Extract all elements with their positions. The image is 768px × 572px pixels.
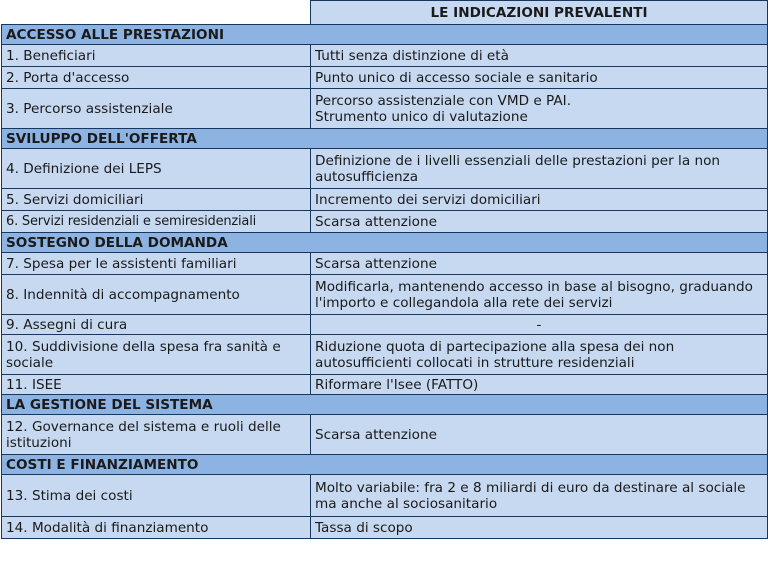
section-row: [2, 455, 768, 475]
row-label: 10. Suddivisione della spesa fra sanità e sociale: [2, 335, 311, 375]
row-label: 3. Percorso assistenziale: [2, 89, 311, 129]
section-title: SOSTEGNO DELLA DOMANDA: [2, 233, 768, 253]
row-value: Tutti senza distinzione di età: [311, 45, 768, 67]
row-value: Percorso assistenziale con VMD e PAI. Strumento unico di valutazione: [311, 89, 768, 129]
table-row: [2, 415, 768, 455]
row-value: Punto unico di accesso sociale e sanitario: [311, 67, 768, 89]
row-label: 6. Servizi residenziali e semiresidenziali: [2, 211, 311, 233]
row-label: 13. Stima dei costi: [2, 475, 311, 517]
section-row: [2, 25, 768, 45]
table-row: [2, 149, 768, 189]
table-row: [2, 45, 768, 67]
header-row: [2, 1, 768, 25]
row-label: 2. Porta d'accesso: [2, 67, 311, 89]
row-label: 14. Modalità di finanziamento: [2, 517, 311, 539]
row-label: 9. Assegni di cura: [2, 315, 311, 335]
indicazioni-table: [1, 0, 768, 539]
row-value: -: [311, 315, 768, 335]
section-row: [2, 233, 768, 253]
row-value: Riduzione quota di partecipazione alla spesa dei non autosufficienti collocati in strutture residenziali: [311, 335, 768, 375]
section-title: COSTI E FINANZIAMENTO: [2, 455, 768, 475]
table-row: [2, 315, 768, 335]
row-label: 5. Servizi domiciliari: [2, 189, 311, 211]
table-row: [2, 89, 768, 129]
section-title: LA GESTIONE DEL SISTEMA: [2, 395, 768, 415]
row-value: Riformare l'Isee (FATTO): [311, 375, 768, 395]
row-value: Scarsa attenzione: [311, 253, 768, 275]
row-label: 12. Governance del sistema e ruoli delle istituzioni: [2, 415, 311, 455]
row-label: 8. Indennità di accompagnamento: [2, 275, 311, 315]
empty-corner-cell: [2, 1, 311, 25]
row-value: Scarsa attenzione: [311, 415, 768, 455]
table-row: [2, 475, 768, 517]
row-label: 4. Definizione dei LEPS: [2, 149, 311, 189]
row-value: Scarsa attenzione: [311, 211, 768, 233]
table-row: [2, 253, 768, 275]
row-label: 11. ISEE: [2, 375, 311, 395]
section-title: ACCESSO ALLE PRESTAZIONI: [2, 25, 768, 45]
table-row: [2, 335, 768, 375]
row-value: Incremento dei servizi domiciliari: [311, 189, 768, 211]
row-value: Modificarla, mantenendo accesso in base al bisogno, graduando l'importo e collegandola alla rete dei servizi: [311, 275, 768, 315]
row-value: Molto variabile: fra 2 e 8 miliardi di euro da destinare al sociale ma anche al sociosanitario: [311, 475, 768, 517]
table-row: [2, 211, 768, 233]
row-value: Tassa di scopo: [311, 517, 768, 539]
table-row: [2, 517, 768, 539]
row-value: Definizione de i livelli essenziali delle prestazioni per la non autosufficienza: [311, 149, 768, 189]
row-label: 7. Spesa per le assistenti familiari: [2, 253, 311, 275]
table-row: [2, 375, 768, 395]
row-label: 1. Beneficiari: [2, 45, 311, 67]
section-row: [2, 129, 768, 149]
section-title: SVILUPPO DELL'OFFERTA: [2, 129, 768, 149]
section-row: [2, 395, 768, 415]
table-row: [2, 189, 768, 211]
table-row: [2, 275, 768, 315]
column-header: LE INDICAZIONI PREVALENTI: [311, 1, 768, 25]
table-row: [2, 67, 768, 89]
